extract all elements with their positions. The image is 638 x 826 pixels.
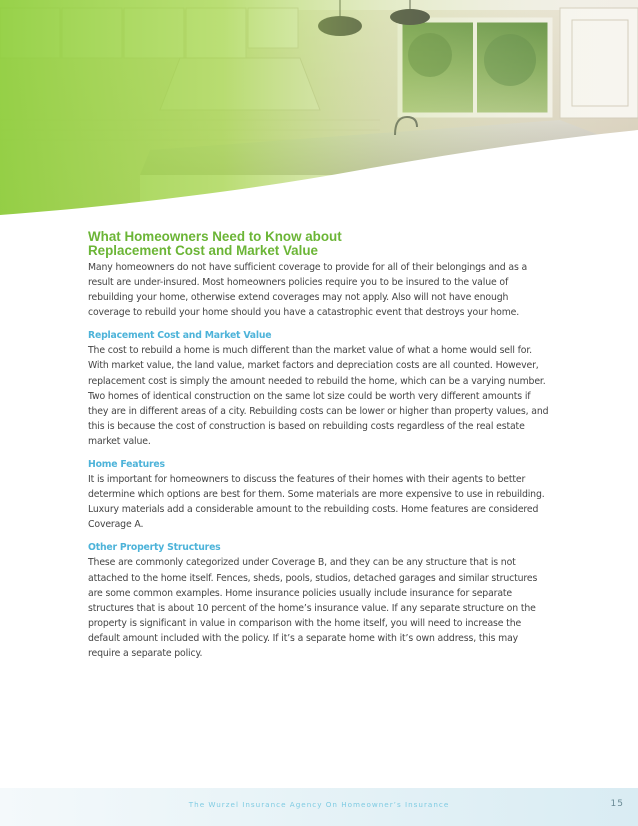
section-home-features bbox=[88, 458, 550, 532]
section-replacement-cost bbox=[88, 329, 550, 449]
section-other-structures bbox=[88, 541, 550, 661]
page-footer bbox=[0, 788, 638, 826]
header-kitchen-photo bbox=[0, 0, 638, 232]
section-body: It is important for homeowners to discuss the features of their homes with their agents to better determine which options are best for them. Some materials are more expensive to use in rebuilding. Luxury materials add a considerable amount to the rebuilding costs. Home features are considered Coverage A. bbox=[88, 474, 545, 531]
article-title-line2: Replacement Cost and Market Value bbox=[88, 243, 318, 258]
kitchen-photo-icon bbox=[0, 0, 638, 232]
article-title-line1: What Homeowners Need to Know about bbox=[88, 229, 342, 244]
section-heading: Other Property Structures bbox=[88, 542, 221, 554]
section-body: These are commonly categorized under Coverage B, and they can be any structure that is not attached to the home itself. Fences, sheds, pools, studios, detached garages and similar structures are some common examples. Home insurance policies usually include insurance for separate structures that is about 10 percent of the home’s insurance value. If any separate structure on the property is significant in value in comparison with the home itself, you will need to increase the default amount included with the policy. If it’s a separate home with it’s own address, this may require a separate policy. bbox=[88, 557, 538, 659]
intro-paragraph: Many homeowners do not have sufficient coverage to provide for all of their belongings and as a result are under-insured. Most homeowners policies require you to be insured to the value of rebuilding your home, otherwise extend coverages may not apply. Also will not have enough coverage to rebuild your home should you have a catastrophic event that destroys your home. bbox=[88, 262, 528, 319]
page-number: 15 bbox=[610, 799, 624, 809]
section-body: The cost to rebuild a home is much different than the market value of what a home would sell for. With market value, the land value, market factors and depreciation costs are all counted. However, replacement cost is simply the amount needed to rebuild the home, which can be a varying number. Two homes of identical construction on the same lot size could be worth very different amounts if they are in different areas of a city. Rebuilding costs can be lower or higher than property values, and this is because the cost of construction is based on rebuilding costs regardless of the real estate market value. bbox=[88, 345, 549, 447]
section-heading: Home Features bbox=[88, 459, 165, 471]
article bbox=[88, 230, 550, 661]
section-heading: Replacement Cost and Market Value bbox=[88, 330, 272, 342]
article-title bbox=[88, 230, 550, 258]
footer-agency-text: The Wurzel Insurance Agency On Homeowner’s Insurance bbox=[188, 800, 450, 809]
